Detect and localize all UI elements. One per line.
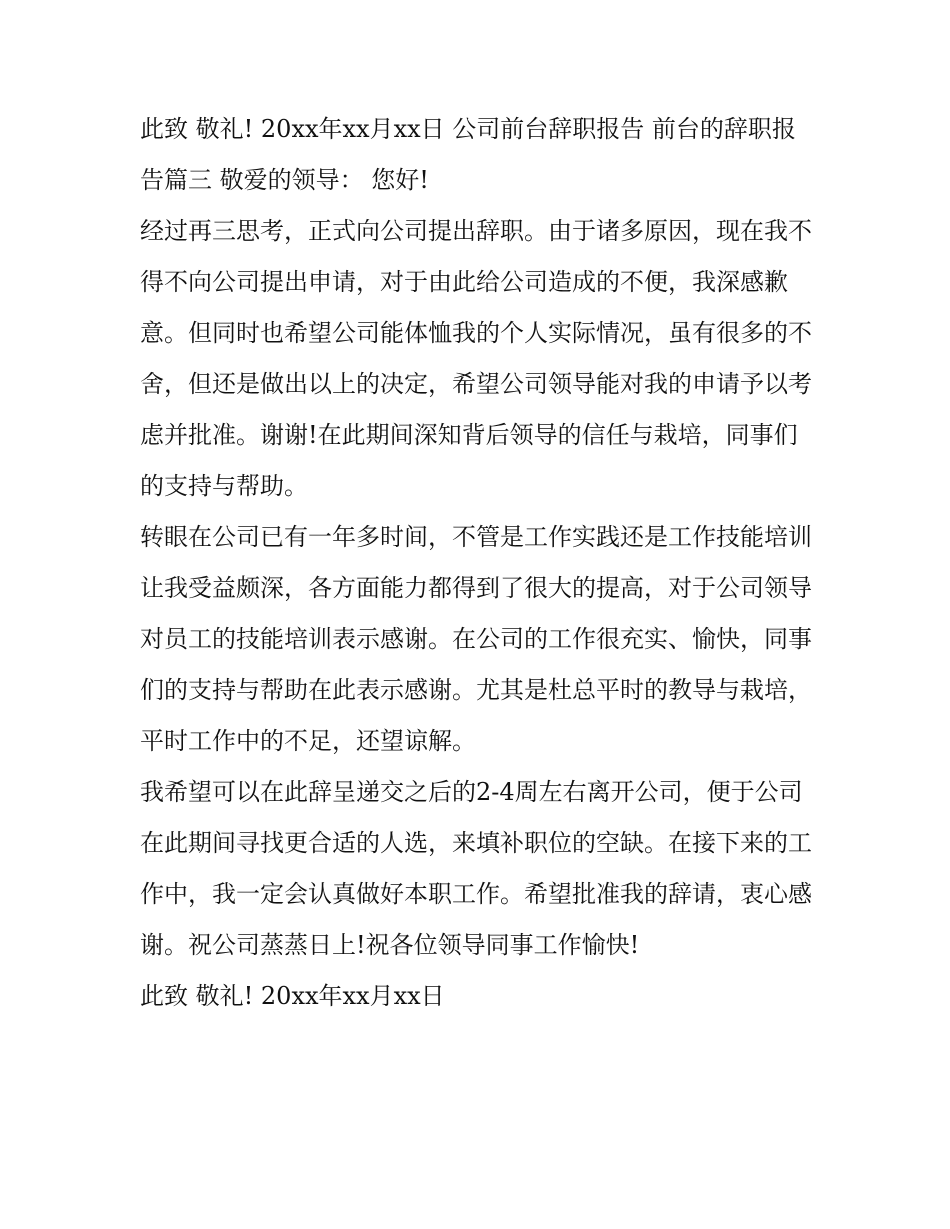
- paragraph-gratitude: 转眼在公司已有一年多时间，不管是工作实践还是工作技能培训让我受益颇深，各方面能力都得到了很大的提高，对于公司领导对员工的技能培训表示感谢。在公司的工作很充实、愉快，同事们的支持与帮助在此表示感谢。尤其是杜总平时的教导与栽培，平时工作中的不足，还望谅解。: [140, 523, 812, 755]
- paragraph-resignation-request: 经过再三思考，正式向公司提出辞职。由于诸多原因，现在我不得不向公司提出申请，对于由此给公司造成的不便，我深感歉意。但同时也希望公司能体恤我的个人实际情况，虽有很多的不舍，但还是做出以上的决定，希望公司领导能对我的申请予以考虑并批准。谢谢!在此期间深知背后领导的信任与栽培，同事们的支持与帮助。: [140, 217, 812, 500]
- paragraph-closing-date: 此致 敬礼! 20xx年xx月xx日: [140, 982, 445, 1010]
- paragraph-departure-plan: 我希望可以在此辞呈递交之后的2-4周左右离开公司，便于公司在此期间寻找更合适的人选，来填补职位的空缺。在接下来的工作中，我一定会认真做好本职工作。希望批准我的辞请，衷心感谢。祝公司蒸蒸日上!祝各位领导同事工作愉快!: [140, 778, 812, 959]
- paragraph-closing-and-heading: 此致 敬礼! 20xx年xx月xx日 公司前台辞职报告 前台的辞职报告篇三 敬爱的领导： 您好!: [140, 115, 796, 194]
- document-body: [140, 104, 812, 1022]
